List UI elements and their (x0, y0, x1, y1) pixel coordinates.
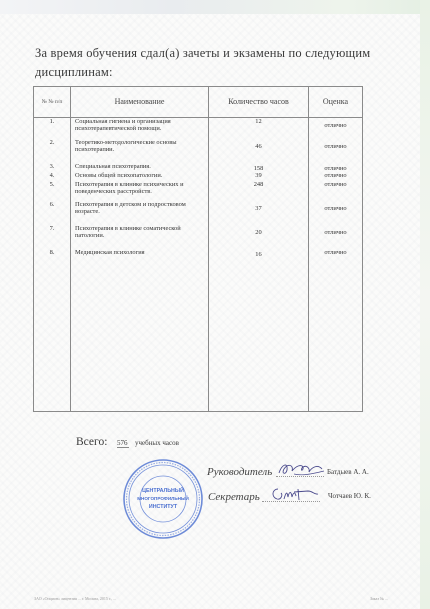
row-hours: 37 (209, 201, 309, 225)
head-name: Батдыев А. А. (327, 468, 369, 476)
table-empty-space (34, 261, 363, 412)
row-name: Медицинская психология (71, 249, 209, 261)
row-number: 1. (34, 118, 71, 139)
table-row (34, 201, 363, 225)
secretary-label: Секретарь (208, 491, 260, 503)
row-number: 7. (34, 225, 71, 249)
table-row (34, 139, 363, 163)
header-name: Наименование (71, 87, 209, 118)
table-header-row (34, 87, 363, 118)
row-number: 6. (34, 201, 71, 225)
stamp-line-3: ИНСТИТУТ (148, 504, 178, 510)
header-grade: Оценка (309, 87, 363, 118)
row-grade: отлично (309, 172, 363, 181)
row-hours: 248 (209, 181, 309, 201)
top-border-band (0, 0, 430, 14)
head-label: Руководитель (207, 466, 273, 478)
row-grade: отлично (309, 118, 363, 139)
row-name: Психотерапия в клинике соматической патологии. (71, 225, 209, 249)
head-signature-line (276, 476, 324, 477)
table-row (34, 249, 363, 261)
row-grade: отлично (309, 139, 363, 163)
grades-table (33, 86, 363, 412)
row-hours: 158 (209, 163, 309, 172)
row-grade: отлично (309, 181, 363, 201)
row-number: 4. (34, 172, 71, 181)
row-name: Психотерапия в клинике психических и поведенческих расстройств. (71, 181, 209, 201)
footer-print-info: ЗАО «Опцион» лицензия ... г. Москва, 2015 г., ... (34, 596, 117, 601)
row-grade: отлично (309, 225, 363, 249)
table-row (34, 163, 363, 172)
table-row (34, 118, 363, 139)
footer-order-info: Заказ № ... (370, 596, 388, 601)
total-hours-unit: учебных часов (135, 439, 179, 447)
stamp-line-2: МНОГОПРОФИЛЬНЫЙ (137, 496, 189, 501)
row-name: Основы общей психопатологии. (71, 172, 209, 181)
row-hours: 12 (209, 118, 309, 139)
table-row (34, 181, 363, 201)
stamp-line-1: ЦЕНТРАЛЬНЫЙ (142, 488, 184, 494)
row-hours: 20 (209, 225, 309, 249)
secretary-name: Чотчаев Ю. К. (328, 492, 371, 500)
row-number: 2. (34, 139, 71, 163)
row-number: 5. (34, 181, 71, 201)
header-number: № № п/п (34, 87, 71, 118)
table-row (34, 225, 363, 249)
row-number: 3. (34, 163, 71, 172)
row-grade: отлично (309, 201, 363, 225)
secretary-signature-line (262, 501, 320, 502)
total-label: Всего: (76, 436, 108, 448)
row-grade: отлично (309, 249, 363, 261)
page-heading: За время обучения сдал(а) зачеты и экзамены по следующим дисциплинам: (35, 46, 371, 79)
row-hours: 16 (209, 249, 309, 261)
institute-stamp (121, 458, 205, 540)
header-hours: Количество часов (209, 87, 309, 118)
row-hours: 39 (209, 172, 309, 181)
row-grade: отлично (309, 163, 363, 172)
row-hours: 46 (209, 139, 309, 163)
row-name: Психотерапия в детском и подростковом возрасте. (71, 201, 209, 225)
right-border-band (420, 0, 430, 609)
row-name: Специальная психотерапия. (71, 163, 209, 172)
row-name: Социальная гигиена и организация психотерапевтической помощи. (71, 118, 209, 139)
total-hours-value: 576 (117, 439, 128, 447)
table-row (34, 172, 363, 181)
row-number: 8. (34, 249, 71, 261)
row-name: Теоретико-методологические основы психотерапии. (71, 139, 209, 163)
